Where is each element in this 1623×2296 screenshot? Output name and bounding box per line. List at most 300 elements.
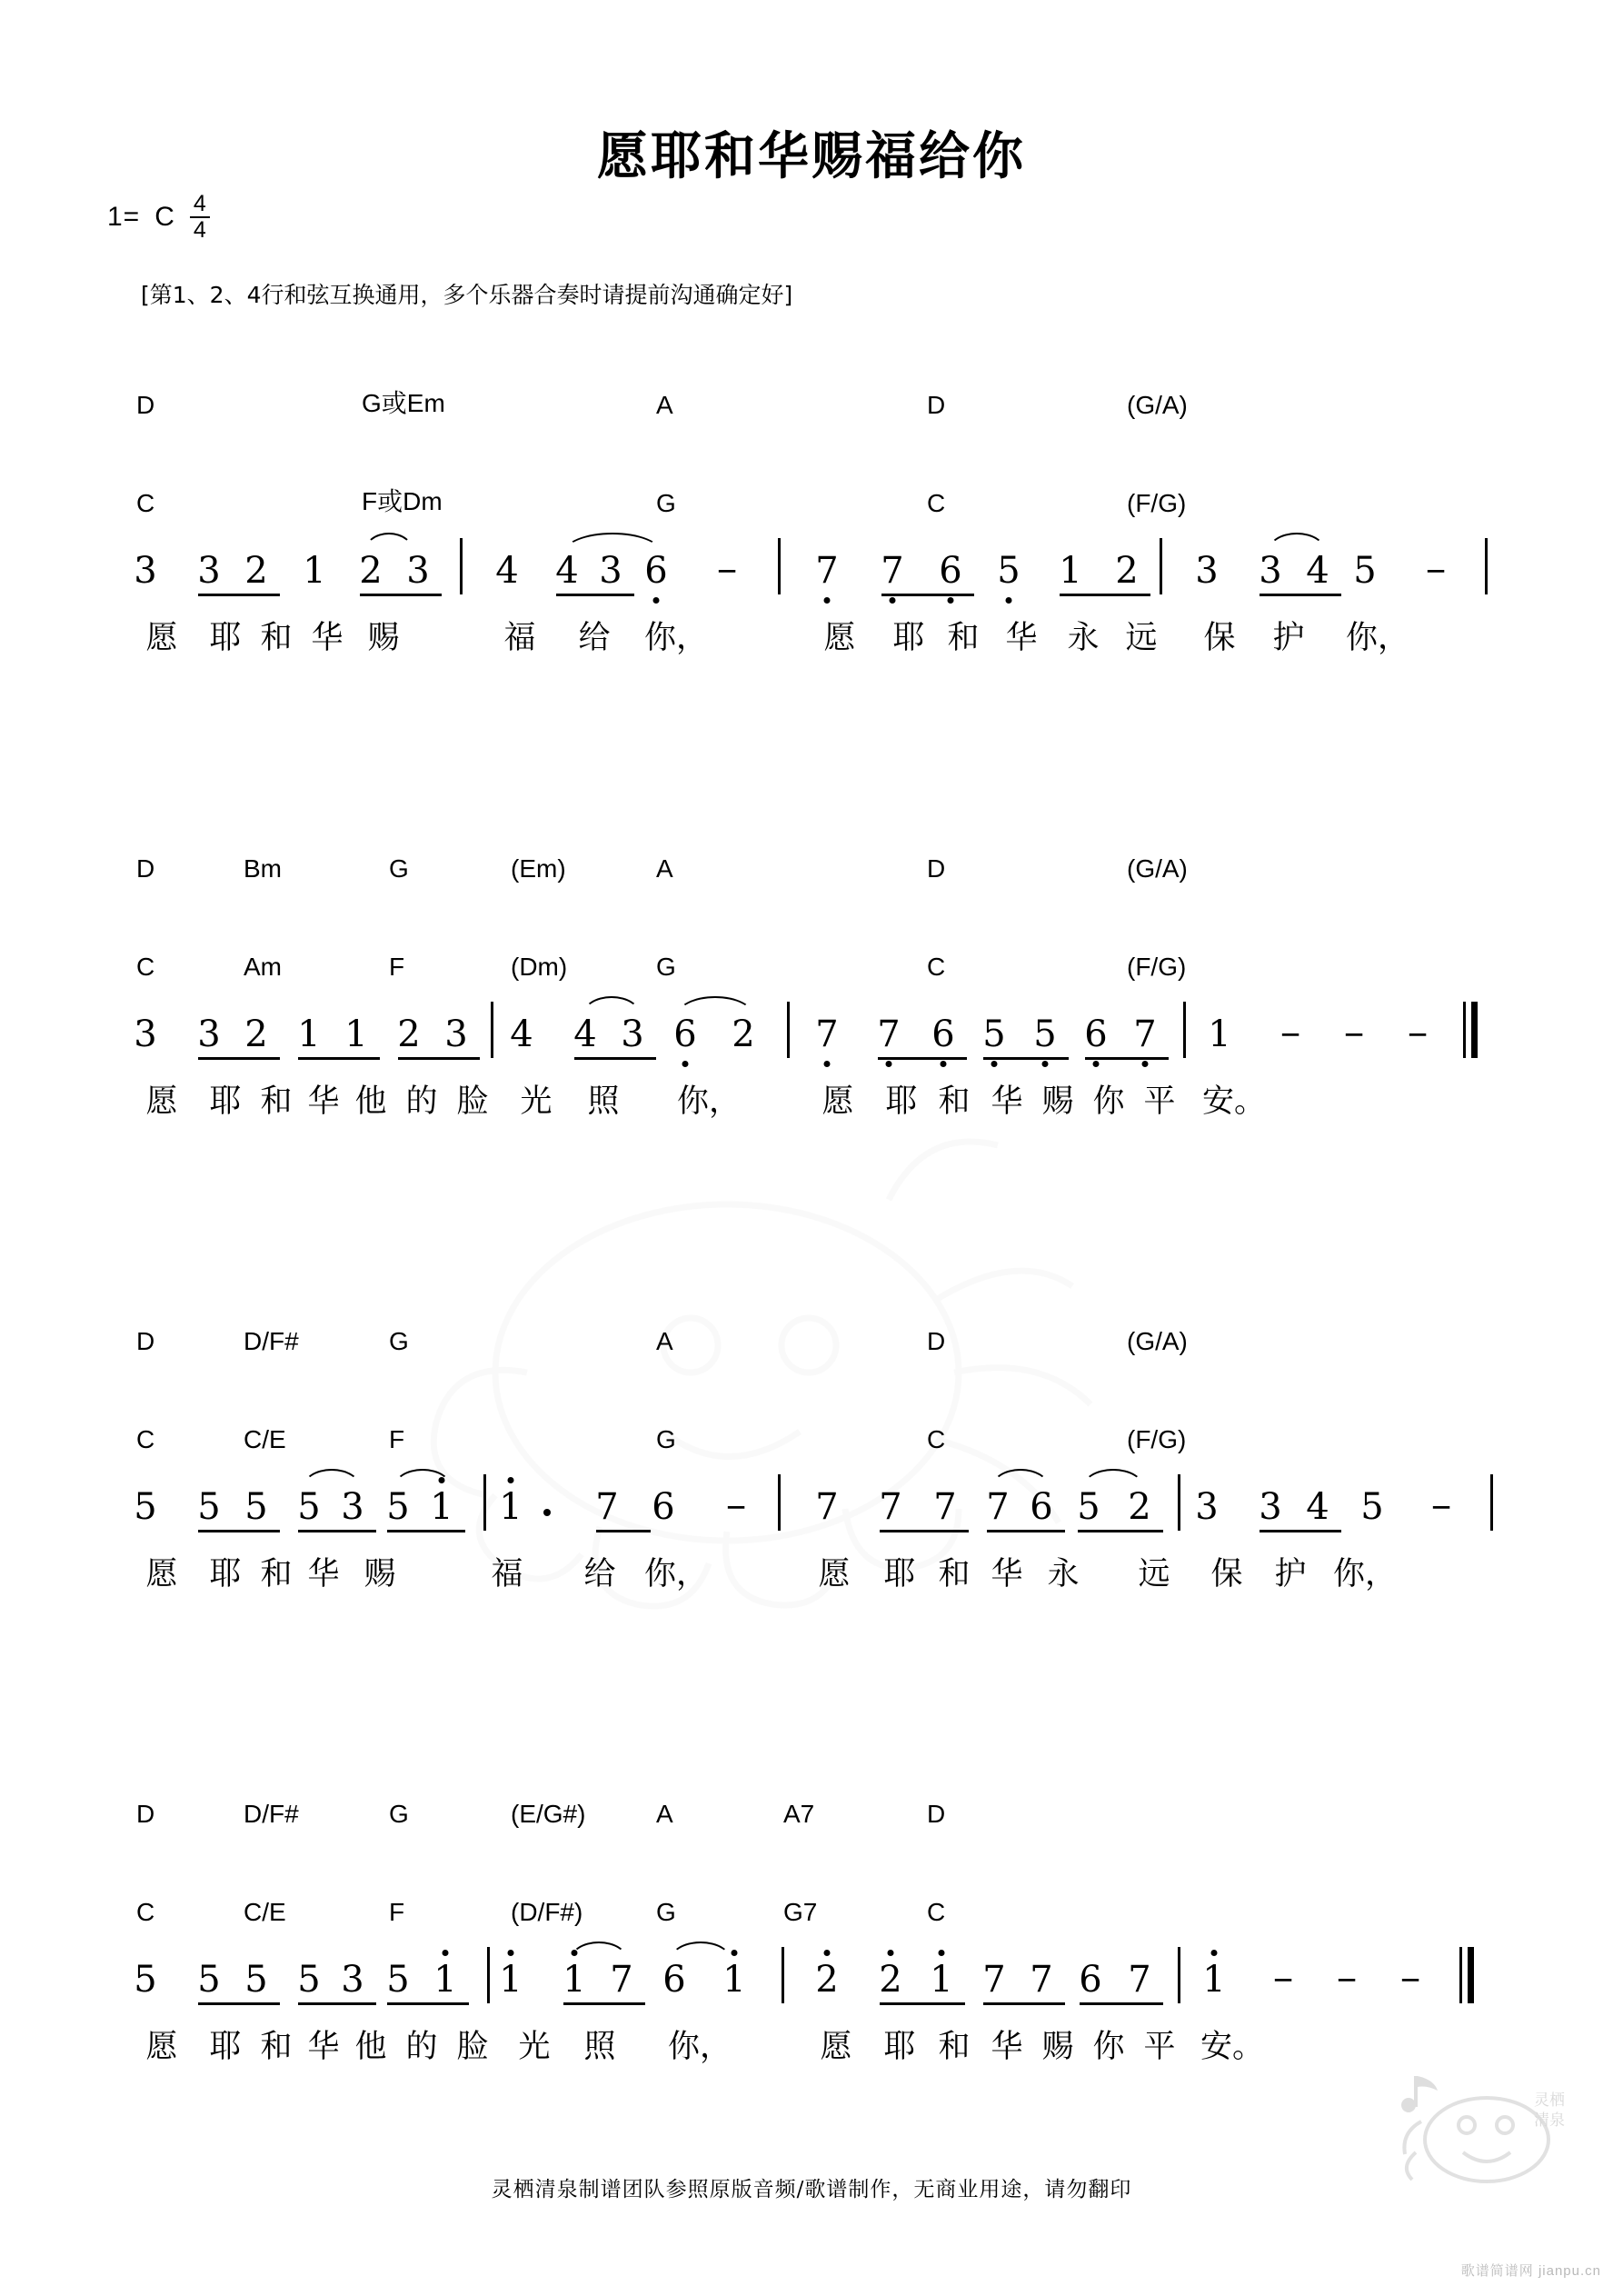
jianpu-note: 1 xyxy=(303,550,326,592)
barline xyxy=(1490,1474,1493,1531)
jianpu-note: 5 xyxy=(981,1016,1008,1053)
chord-row-primary xyxy=(136,1309,1490,1356)
jianpu-note: 2 xyxy=(1115,550,1139,592)
barline xyxy=(1178,1474,1180,1531)
lyric-syllable: 远 xyxy=(1138,1556,1170,1592)
chord-symbol: A xyxy=(656,1327,673,1355)
jianpu-note: 1 xyxy=(561,1962,588,1998)
lyric-syllable: 光 xyxy=(520,1083,553,1120)
jianpu-note: 5 xyxy=(995,553,1022,589)
barline xyxy=(483,1474,486,1531)
barline xyxy=(1178,1947,1180,2003)
lyric-syllable: 华 xyxy=(991,1556,1023,1592)
key-and-time-signature xyxy=(107,193,210,242)
sustain-dash: − xyxy=(1279,1016,1301,1054)
sustain-dash: − xyxy=(1336,1962,1358,2000)
lyric-syllable: 华 xyxy=(991,1083,1023,1120)
jianpu-note: 1 xyxy=(344,1013,368,1055)
chord-symbol: D xyxy=(136,1800,155,1828)
jianpu-note: 4 xyxy=(510,1013,533,1055)
chord-symbol: (F/G) xyxy=(1127,953,1187,981)
lyric-syllable: 你， xyxy=(1345,620,1410,656)
lyric-syllable: 平 xyxy=(1143,1083,1176,1120)
chord-row-gap xyxy=(136,1356,1490,1407)
chord-symbol: C/E xyxy=(244,1425,286,1453)
chord-symbol: (E/G#) xyxy=(511,1800,586,1828)
sustain-dash: − xyxy=(716,553,738,591)
lyric-syllable: 耶 xyxy=(885,1083,918,1120)
lyric-syllable: 保 xyxy=(1203,620,1236,656)
lyric-syllable: 安。 xyxy=(1201,1083,1267,1120)
jianpu-note: 4 xyxy=(573,1013,597,1055)
jianpu-note-row xyxy=(136,1927,1490,2021)
jianpu-note-row xyxy=(136,1454,1490,1549)
lyric-syllable: 脸 xyxy=(456,2029,489,2065)
lyric-syllable: 你， xyxy=(667,2029,732,2065)
lyric-syllable: 和 xyxy=(260,2029,293,2065)
time-signature-denominator: 4 xyxy=(193,217,206,243)
jianpu-note: 2 xyxy=(244,1013,268,1055)
beam-line xyxy=(880,1530,969,1532)
chord-symbol: G xyxy=(389,1800,409,1828)
lyric-row xyxy=(136,613,1490,676)
system-1 xyxy=(136,373,1490,676)
slur-tie xyxy=(302,1469,362,1489)
beam-line xyxy=(387,1530,465,1532)
jianpu-note: 7 xyxy=(875,1016,902,1053)
jianpu-note: 3 xyxy=(599,550,622,592)
chord-symbol: (G/A) xyxy=(1127,1327,1188,1355)
lyric-syllable: 他 xyxy=(354,2029,387,2065)
lyric-syllable: 护 xyxy=(1272,620,1305,656)
beam-line xyxy=(1260,1530,1341,1532)
chord-symbol: D/F# xyxy=(244,1800,299,1828)
chord-row-alternate xyxy=(136,1407,1490,1454)
chord-symbol: Bm xyxy=(244,854,282,883)
sustain-dash: − xyxy=(1343,1016,1365,1054)
chord-symbol: Am xyxy=(244,953,282,981)
jianpu-note: 1 xyxy=(1208,1013,1231,1055)
beam-line xyxy=(198,594,280,596)
chord-symbol: (Dm) xyxy=(511,953,568,981)
jianpu-note: 7 xyxy=(813,1016,841,1053)
barline xyxy=(1183,1002,1186,1058)
jianpu-note-row xyxy=(136,518,1490,613)
jianpu-note: 5 xyxy=(1031,1016,1059,1053)
site-watermark-text: 歌谱简谱网 jianpu.cn xyxy=(1460,2263,1601,2279)
lyric-syllable: 永 xyxy=(1047,1556,1080,1592)
lyric-syllable: 愿 xyxy=(818,1556,851,1592)
chord-symbol: C xyxy=(136,1898,155,1926)
lyric-syllable: 赐 xyxy=(1041,2029,1074,2065)
lyric-syllable: 脸 xyxy=(456,1083,489,1120)
lyric-syllable: 给 xyxy=(578,620,611,656)
beam-line xyxy=(878,1057,967,1060)
barline xyxy=(782,1947,784,2003)
lyric-syllable: 耶 xyxy=(209,1083,242,1120)
lyric-syllable: 和 xyxy=(938,1556,971,1592)
chord-symbol: F xyxy=(389,1425,405,1453)
jianpu-note: 5 xyxy=(1360,1486,1384,1528)
lyric-syllable: 和 xyxy=(260,1083,293,1120)
system-3 xyxy=(136,1309,1490,1612)
jianpu-note: 5 xyxy=(244,1486,268,1528)
chord-symbol: A xyxy=(656,854,673,883)
lyric-syllable: 愿 xyxy=(145,1083,178,1120)
performance-note: [第1、2、4行和弦互换通用，多个乐器合奏时请提前沟通确定好] xyxy=(141,282,793,308)
chord-symbol: C xyxy=(136,489,155,517)
sustain-dash: − xyxy=(1272,1962,1294,2000)
jianpu-note: 2 xyxy=(877,1962,904,1998)
barline xyxy=(460,538,463,594)
jianpu-note: 7 xyxy=(595,1486,619,1528)
lyric-syllable: 护 xyxy=(1274,1556,1307,1592)
chord-symbol: D xyxy=(927,854,946,883)
chord-symbol: G xyxy=(656,953,676,981)
chord-symbol: F xyxy=(389,953,405,981)
jianpu-note: 1 xyxy=(432,1962,459,1998)
barline xyxy=(778,1474,781,1531)
lyric-syllable: 永 xyxy=(1067,620,1100,656)
jianpu-note: 7 xyxy=(986,1486,1010,1528)
lyric-syllable: 福 xyxy=(503,620,536,656)
lyric-syllable: 福 xyxy=(491,1556,523,1592)
lyric-syllable: 华 xyxy=(991,2029,1023,2065)
jianpu-note: 1 xyxy=(428,1489,455,1525)
barline xyxy=(491,1002,493,1058)
lyric-syllable: 和 xyxy=(938,1083,971,1120)
footer-credit: 灵栖清泉制谱团队参照原版音频/歌谱制作，无商业用途，请勿翻印 xyxy=(491,2178,1132,2201)
jianpu-note: 1 xyxy=(497,1962,524,1998)
chord-row-alternate xyxy=(136,934,1490,982)
chord-symbol: G xyxy=(656,1425,676,1453)
chord-row-primary xyxy=(136,373,1490,420)
lyric-syllable: 和 xyxy=(260,620,293,656)
lyric-syllable: 和 xyxy=(947,620,980,656)
lyric-syllable: 远 xyxy=(1125,620,1158,656)
jianpu-note: 2 xyxy=(732,1013,755,1055)
lyric-row xyxy=(136,1549,1490,1612)
slur-tie xyxy=(676,996,754,1016)
chord-symbol: (F/G) xyxy=(1127,1425,1187,1453)
jianpu-note: 5 xyxy=(134,1959,157,2001)
lyric-syllable: 你， xyxy=(643,620,709,656)
beam-line xyxy=(198,1057,280,1060)
jianpu-note: 7 xyxy=(879,553,906,589)
jianpu-note: 6 xyxy=(642,553,670,589)
chord-row-primary xyxy=(136,1782,1490,1829)
beam-line xyxy=(298,1530,376,1532)
jianpu-note: 3 xyxy=(341,1959,364,2001)
chord-symbol: D xyxy=(136,854,155,883)
beam-line xyxy=(198,2002,280,2005)
svg-text:灵栖: 灵栖 xyxy=(1534,2091,1565,2110)
jianpu-note: 3 xyxy=(1259,550,1282,592)
chord-symbol: G xyxy=(656,489,676,517)
jianpu-note: 4 xyxy=(555,550,579,592)
jianpu-note: 3 xyxy=(197,1013,221,1055)
jianpu-note: 7 xyxy=(1030,1959,1053,2001)
slur-tie xyxy=(991,1469,1050,1489)
lyric-syllable: 华 xyxy=(307,1083,340,1120)
beam-line xyxy=(556,594,634,596)
lyric-syllable: 耶 xyxy=(892,620,925,656)
jianpu-note: 3 xyxy=(1195,550,1219,592)
barline xyxy=(1485,538,1488,594)
lyric-syllable: 安。 xyxy=(1200,2029,1265,2065)
jianpu-note: 4 xyxy=(1306,1486,1329,1528)
barline xyxy=(778,538,781,594)
chord-symbol: D xyxy=(927,1327,946,1355)
beam-line xyxy=(596,1530,651,1532)
slur-tie xyxy=(393,1469,453,1489)
beam-line xyxy=(983,2002,1065,2005)
beam-line xyxy=(360,594,442,596)
beam-line xyxy=(881,594,974,596)
lyric-syllable: 你 xyxy=(1092,1083,1125,1120)
final-double-barline xyxy=(1459,1947,1476,2003)
lyric-syllable: 华 xyxy=(311,620,344,656)
time-signature xyxy=(190,193,210,242)
jianpu-note: 7 xyxy=(879,1486,902,1528)
lyric-syllable: 你， xyxy=(676,1083,742,1120)
lyric-syllable: 耶 xyxy=(209,2029,242,2065)
jianpu-note: 6 xyxy=(652,1486,675,1528)
jianpu-note: 1 xyxy=(928,1962,955,1998)
chord-symbol: C xyxy=(927,1898,946,1926)
chord-symbol: G xyxy=(389,854,409,883)
lyric-syllable: 耶 xyxy=(883,2029,916,2065)
lyric-syllable: 赐 xyxy=(1041,1083,1074,1120)
beam-line xyxy=(983,1057,1069,1060)
jianpu-note: 5 xyxy=(386,1959,410,2001)
jianpu-note: 1 xyxy=(1200,1962,1228,1998)
lyric-syllable: 保 xyxy=(1210,1556,1243,1592)
jianpu-note: 6 xyxy=(1082,1016,1110,1053)
chord-row-alternate xyxy=(136,471,1490,518)
beam-line xyxy=(198,1530,280,1532)
barline xyxy=(487,1947,490,2003)
lyric-syllable: 他 xyxy=(354,1083,387,1120)
jianpu-note-row xyxy=(136,982,1490,1076)
lyric-syllable: 你， xyxy=(1332,1556,1398,1592)
jianpu-note: 6 xyxy=(937,553,964,589)
chord-symbol: (D/F#) xyxy=(511,1898,583,1926)
jianpu-note: 5 xyxy=(1077,1486,1100,1528)
lyric-syllable: 光 xyxy=(518,2029,551,2065)
beam-line xyxy=(1260,594,1341,596)
jianpu-note: 4 xyxy=(495,550,519,592)
chord-symbol: D xyxy=(927,391,946,419)
lyric-syllable: 愿 xyxy=(823,620,856,656)
jianpu-note: 6 xyxy=(1079,1959,1102,2001)
beam-line xyxy=(398,1057,480,1060)
lyric-syllable: 愿 xyxy=(821,1083,854,1120)
lyric-syllable: 愿 xyxy=(145,2029,178,2065)
jianpu-note: 7 xyxy=(933,1486,957,1528)
jianpu-note: 3 xyxy=(134,1013,157,1055)
jianpu-note: 6 xyxy=(662,1959,686,2001)
chord-symbol: A7 xyxy=(783,1800,815,1828)
chord-symbol: C xyxy=(927,1425,946,1453)
lyric-syllable: 愿 xyxy=(145,620,178,656)
sustain-dash: − xyxy=(1407,1016,1429,1054)
chord-symbol: D/F# xyxy=(244,1327,299,1355)
beam-line xyxy=(563,2002,645,2005)
lyric-syllable: 赐 xyxy=(367,620,400,656)
beam-line xyxy=(1080,2002,1163,2005)
chord-row-alternate xyxy=(136,1880,1490,1927)
lyric-syllable: 耶 xyxy=(209,620,242,656)
chord-symbol: F或Dm xyxy=(362,487,443,515)
jianpu-note: 1 xyxy=(1059,550,1082,592)
lyric-syllable: 你 xyxy=(1092,2029,1125,2065)
chord-symbol: (Em) xyxy=(511,854,566,883)
lyric-syllable: 的 xyxy=(405,2029,438,2065)
lyric-syllable: 愿 xyxy=(145,1556,178,1592)
beam-line xyxy=(1078,1530,1163,1532)
lyric-syllable: 华 xyxy=(1005,620,1038,656)
jianpu-note: 5 xyxy=(134,1486,157,1528)
beam-line xyxy=(1085,1057,1169,1060)
sustain-dash: − xyxy=(1430,1489,1452,1527)
key-label: 1= xyxy=(107,202,141,232)
jianpu-note: 7 xyxy=(982,1959,1006,2001)
jianpu-note: 3 xyxy=(1195,1486,1219,1528)
jianpu-note: 3 xyxy=(621,1013,644,1055)
chord-symbol: D xyxy=(136,391,155,419)
lyric-syllable: 华 xyxy=(307,1556,340,1592)
lyric-syllable: 耶 xyxy=(883,1556,916,1592)
jianpu-note: 7 xyxy=(610,1959,633,2001)
jianpu-note: 3 xyxy=(341,1486,364,1528)
chord-symbol: C xyxy=(927,953,946,981)
jianpu-note: 1 xyxy=(721,1962,748,1998)
jianpu-note: 2 xyxy=(244,550,268,592)
chord-symbol: G xyxy=(389,1327,409,1355)
slur-tie xyxy=(1267,533,1327,553)
jianpu-note: 5 xyxy=(244,1959,268,2001)
slur-tie xyxy=(563,533,662,553)
jianpu-note: 3 xyxy=(406,550,430,592)
chord-symbol: (G/A) xyxy=(1127,854,1188,883)
system-4 xyxy=(136,1782,1490,2085)
lyric-syllable: 愿 xyxy=(820,2029,852,2065)
jianpu-note: 2 xyxy=(359,550,383,592)
sustain-dash: − xyxy=(725,1489,747,1527)
lyric-syllable: 和 xyxy=(260,1556,293,1592)
final-double-barline xyxy=(1463,1002,1479,1058)
lyric-syllable: 的 xyxy=(405,1083,438,1120)
chord-symbol: C xyxy=(136,953,155,981)
jianpu-note: 5 xyxy=(197,1486,221,1528)
jianpu-note: 7 xyxy=(1128,1959,1151,2001)
jianpu-note: 5 xyxy=(297,1486,321,1528)
chord-symbol: D xyxy=(136,1327,155,1355)
jianpu-note: 2 xyxy=(397,1013,421,1055)
lyric-row xyxy=(136,2021,1490,2085)
barline xyxy=(1160,538,1162,594)
chord-symbol: A xyxy=(656,1800,673,1828)
chord-symbol: G7 xyxy=(783,1898,818,1926)
chord-symbol: A xyxy=(656,391,673,419)
chord-symbol: C xyxy=(136,1425,155,1453)
chord-symbol: G xyxy=(656,1898,676,1926)
time-signature-numerator: 4 xyxy=(190,193,210,218)
lyric-row xyxy=(136,1076,1490,1140)
chord-row-gap xyxy=(136,883,1490,934)
chord-symbol: (G/A) xyxy=(1127,391,1188,419)
key-value: C xyxy=(154,202,175,232)
lyric-syllable: 你， xyxy=(643,1556,709,1592)
jianpu-note: 1 xyxy=(297,1013,321,1055)
jianpu-note: 2 xyxy=(1128,1486,1151,1528)
augmentation-dot xyxy=(543,1509,551,1516)
jianpu-note: 3 xyxy=(197,550,221,592)
jianpu-note: 1 xyxy=(497,1489,524,1525)
chord-symbol: C xyxy=(927,489,946,517)
beam-line xyxy=(387,2002,469,2005)
jianpu-note: 4 xyxy=(1306,550,1329,592)
beam-line xyxy=(298,2002,376,2005)
chord-symbol: (F/G) xyxy=(1127,489,1187,517)
jianpu-note: 6 xyxy=(930,1016,957,1053)
beam-line xyxy=(880,2002,965,2005)
jianpu-note: 2 xyxy=(813,1962,841,1998)
beam-line xyxy=(987,1530,1065,1532)
page-title: 愿耶和华赐福给你 xyxy=(597,127,1026,186)
jianpu-note: 3 xyxy=(444,1013,468,1055)
jianpu-note: 5 xyxy=(297,1959,321,2001)
lyric-syllable: 华 xyxy=(307,2029,340,2065)
beam-line xyxy=(574,1057,656,1060)
jianpu-note: 3 xyxy=(1259,1486,1282,1528)
lyric-syllable: 和 xyxy=(938,2029,971,2065)
jianpu-note: 6 xyxy=(672,1016,699,1053)
chord-row-gap xyxy=(136,1829,1490,1880)
chord-symbol: F xyxy=(389,1898,405,1926)
lyric-syllable: 耶 xyxy=(209,1556,242,1592)
jianpu-note: 6 xyxy=(1030,1486,1053,1528)
chord-row-primary xyxy=(136,836,1490,883)
system-2 xyxy=(136,836,1490,1140)
sustain-dash: − xyxy=(1425,553,1447,591)
beam-line xyxy=(1060,594,1150,596)
lyric-syllable: 照 xyxy=(587,1083,620,1120)
lyric-syllable: 照 xyxy=(583,2029,616,2065)
jianpu-note: 3 xyxy=(134,550,157,592)
barline xyxy=(787,1002,790,1058)
chord-symbol: G或Em xyxy=(362,389,445,417)
chord-symbol: D xyxy=(927,1800,946,1828)
slur-tie xyxy=(582,996,642,1016)
jianpu-note: 5 xyxy=(197,1959,221,2001)
jianpu-note: 5 xyxy=(1353,550,1377,592)
lyric-syllable: 平 xyxy=(1143,2029,1176,2065)
chord-symbol: C/E xyxy=(244,1898,286,1926)
sustain-dash: − xyxy=(1399,1962,1421,2000)
lyric-syllable: 给 xyxy=(583,1556,616,1592)
slur-tie xyxy=(1081,1469,1145,1489)
lyric-syllable: 赐 xyxy=(363,1556,396,1592)
beam-line xyxy=(298,1057,380,1060)
jianpu-note: 7 xyxy=(813,553,841,589)
jianpu-note: 5 xyxy=(386,1486,410,1528)
jianpu-note: 7 xyxy=(815,1486,839,1528)
svg-text:清泉: 清泉 xyxy=(1534,2111,1565,2130)
jianpu-note: 7 xyxy=(1131,1016,1159,1053)
chord-row-gap xyxy=(136,420,1490,471)
